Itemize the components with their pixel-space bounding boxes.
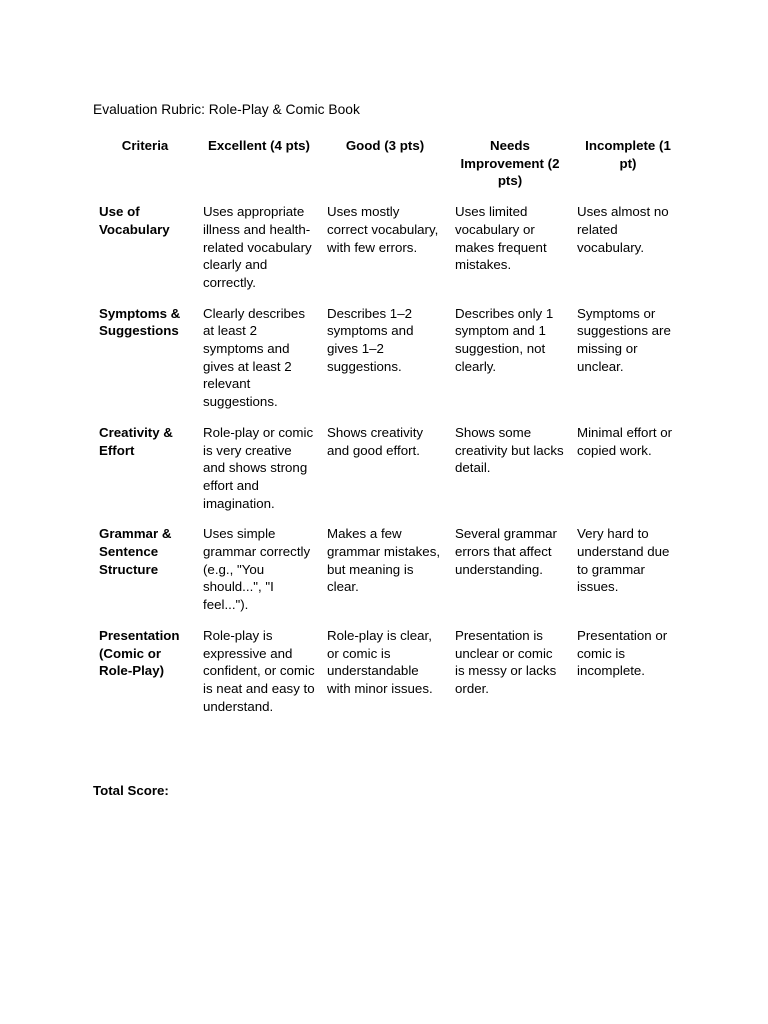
incomplete-cell: Minimal effort or copied work. bbox=[577, 424, 673, 458]
criteria-cell: Creativity & Effort bbox=[99, 424, 173, 458]
needs-improvement-cell: Describes only 1 symptom and 1 suggestion, not clearly. bbox=[455, 305, 554, 374]
needs-improvement-cell: Uses limited vocabulary or makes frequent mistakes. bbox=[455, 204, 547, 273]
excellent-cell: Role-play is expressive and confident, or comic is neat and easy to understand. bbox=[203, 627, 315, 714]
excellent-cell: Role-play or comic is very creative and shows strong effort and imagination. bbox=[203, 424, 314, 511]
excellent-cell: Uses simple grammar correctly (e.g., "You should...", "I feel..."). bbox=[203, 526, 311, 613]
good-cell: Makes a few grammar mistakes, but meaning is clear. bbox=[327, 526, 441, 595]
incomplete-cell: Symptoms or suggestions are missing or unclear. bbox=[577, 305, 671, 374]
incomplete-cell: Presentation or comic is incomplete. bbox=[577, 627, 668, 679]
good-cell: Describes 1–2 symptoms and gives 1–2 suggestions. bbox=[327, 305, 414, 374]
table-row bbox=[93, 422, 685, 524]
criteria-cell: Grammar & Sentence Structure bbox=[99, 526, 172, 577]
header-row bbox=[93, 136, 685, 201]
table-row bbox=[93, 523, 685, 625]
total-score-label: Total Score: bbox=[93, 783, 169, 798]
table-row bbox=[93, 201, 685, 303]
needs-improvement-cell: Several grammar errors that affect understanding. bbox=[455, 526, 557, 577]
good-cell: Role-play is clear, or comic is understandable with minor issues. bbox=[327, 627, 433, 696]
header-incomplete: Incomplete (1 pt) bbox=[585, 138, 671, 171]
incomplete-cell: Uses almost no related vocabulary. bbox=[577, 204, 669, 255]
criteria-cell: Symptoms & Suggestions bbox=[99, 305, 181, 339]
needs-improvement-cell: Presentation is unclear or comic is messy or lacks order. bbox=[455, 627, 557, 696]
good-cell: Shows creativity and good effort. bbox=[327, 424, 424, 458]
criteria-cell: Use of Vocabulary bbox=[99, 204, 170, 237]
header-good: Good (3 pts) bbox=[345, 138, 425, 153]
good-cell: Uses mostly correct vocabulary, with few errors. bbox=[327, 204, 439, 255]
header-excellent: Excellent (4 pts) bbox=[208, 138, 310, 153]
table-row bbox=[93, 303, 685, 422]
rubric-body bbox=[93, 201, 685, 726]
rubric-header bbox=[93, 136, 685, 201]
rubric-table bbox=[93, 136, 685, 726]
header-criteria: Criteria bbox=[121, 138, 169, 153]
criteria-cell: Presentation (Comic or Role-Play) bbox=[99, 627, 180, 679]
page-title: Evaluation Rubric: Role-Play & Comic Book bbox=[93, 102, 360, 117]
excellent-cell: Clearly describes at least 2 symptoms and gives at least 2 relevant suggestions. bbox=[203, 305, 305, 410]
table-row bbox=[93, 625, 685, 727]
incomplete-cell: Very hard to understand due to grammar issues. bbox=[577, 526, 670, 595]
excellent-cell: Uses appropriate illness and health-related vocabulary clearly and correctly. bbox=[203, 204, 312, 290]
header-needs-improvement: Needs Improvement (2 pts) bbox=[460, 138, 560, 189]
needs-improvement-cell: Shows some creativity but lacks detail. bbox=[455, 424, 564, 476]
